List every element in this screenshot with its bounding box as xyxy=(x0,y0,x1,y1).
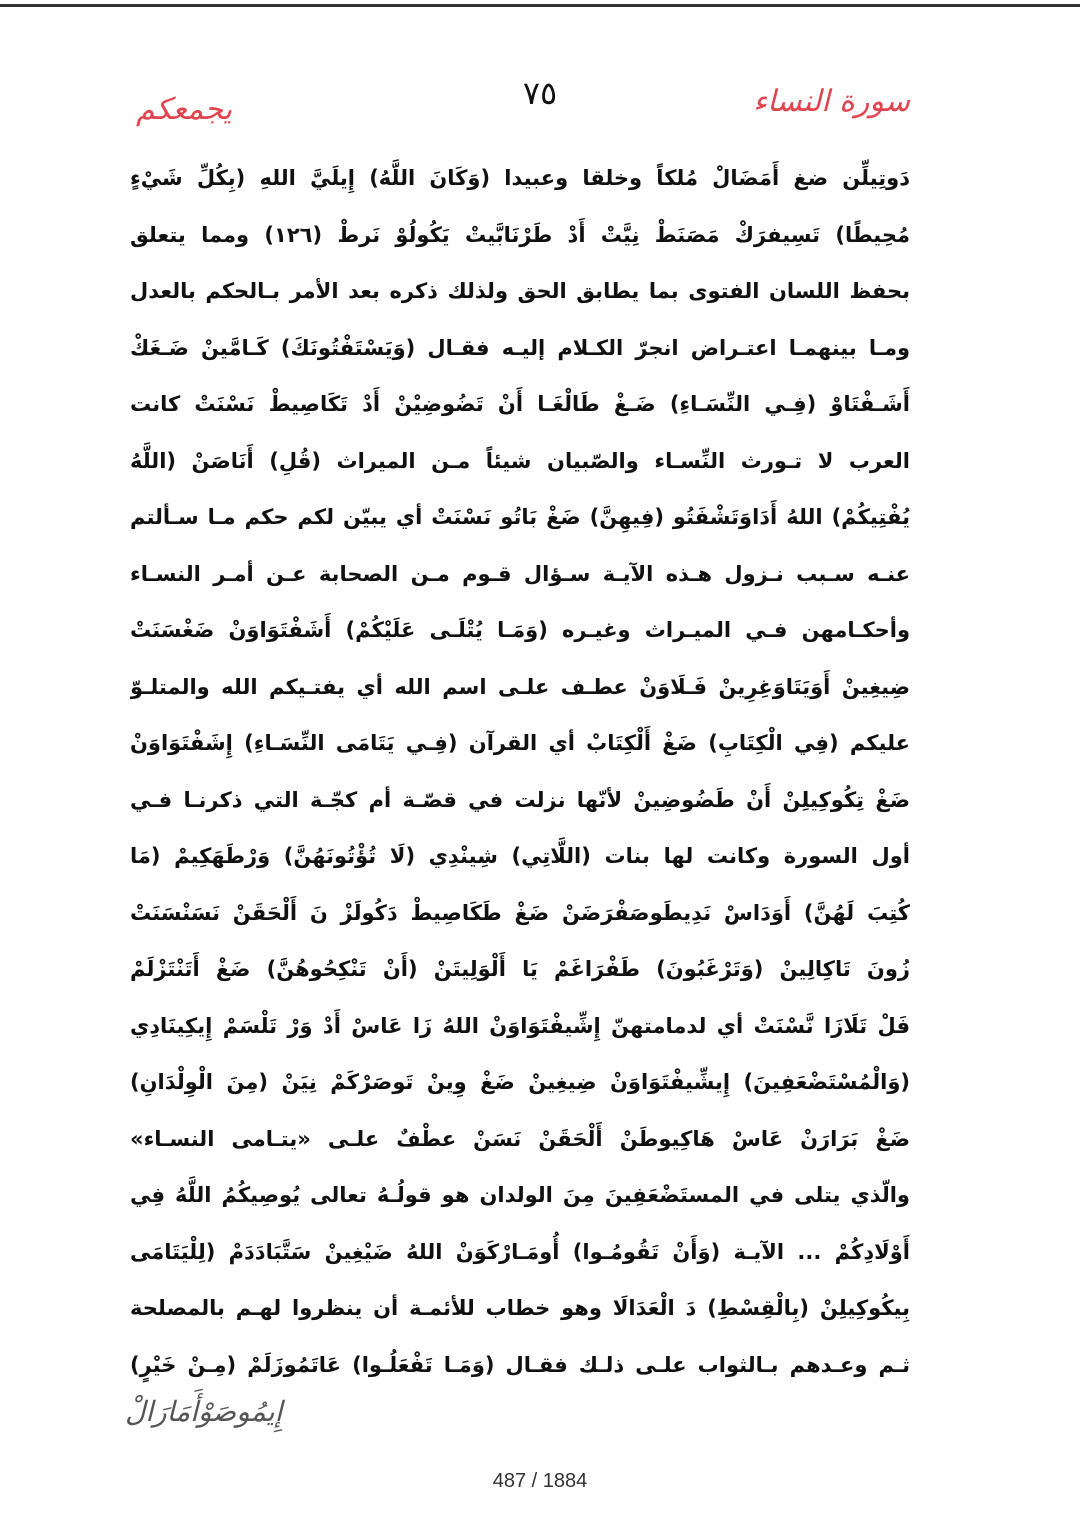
text-line: أول السورة وكانت لها بنات (اللَّاتِي) شِينْدِي (لَا تُؤْتُونَهُنَّ) وَرْطَهَكِيمْ (مَا xyxy=(130,844,910,868)
page-header xyxy=(130,70,950,150)
commentary-text-block xyxy=(130,150,910,1393)
text-line: عنـه سـبب نـزول هـذه الآيـة سـؤال قـوم مـن الصحابة عـن أمـر النسـاء xyxy=(130,561,910,586)
page-number: ٧٥ xyxy=(522,74,558,112)
text-line: بحفظ اللسان الفتوى بما يطابق الحق ولذلك ذكره بعد الأمر بـالحكم بالعدل xyxy=(130,279,910,303)
text-line: فَلْ تَلَازَا نَّسْنَتْ أي لدمامتهنّ إِشِّيفْتَوَاوَنْ اللهُ زَا عَاسْ أَدْ وَرْ تَلْسَمْ إِيكِينَادِي xyxy=(130,1013,910,1038)
text-line: يُفْتِيكُمْ) اللهُ أَدَاوَتَشْفَتُو (فِيهِنَّ) ضَغْ بَاتُو نَسْنَتْ أي يبيّن لكم حكم مـا سـألتم xyxy=(130,505,910,529)
top-catchword: يجمعكم xyxy=(136,92,233,127)
text-line: كُتِبَ لَهُنَّ) أَوَدَاسْ نَدِيطَوصَفْرَضَنْ ضَغْ طَكَاصِيطْ دَكُولَزْ نَ أَلْحَقَنْ نَسَنْسَنَتْ xyxy=(130,900,910,925)
text-line: زُونَ تَاكِالِينْ (وَتَرْغَبُونَ) طَفْرَاغَمْ يَا أَلْوَلِيتَنْ (أَنْ تَنْكِحُوهُنَّ) ضَغْ أَتَنْتَزْلَمْ xyxy=(130,957,910,981)
surah-name-heading: سورة النساء xyxy=(753,84,910,119)
text-line: دَوتِيلِّن ضغ أَمَضَالْ مُلكاً وخلقا وعبيدا (وَكَانَ اللَّهُ) إِيلَيَّ اللهِ (بِكُلِّ شَيْءٍ xyxy=(130,166,910,190)
text-line: أَشَـفْتَاوْ (فِـي النِّسَـاءِ) ضَـغْ طَالْغَـا أَنْ تَضُوضِيْنْ أَدْ تَكَاصِيطْ نَسْنَتْ كانت xyxy=(130,392,910,416)
text-line: بِيكُوكِيلِنْ (بِالْقِسْطِ) دَ الْعَدَالَا وهو خطاب للأئمـة أن ينظروا لهـم بالمصلحة xyxy=(130,1296,910,1320)
text-line: العرب لا تـورث النِّسـاء والصّبيان شيئاً مـن الميراث (قُلِ) أَنَاصَنْ (اللَّهُ xyxy=(130,448,910,473)
text-line: وأحكـامهن فـي الميـراث وغيـره (وَمَـا يُتْلَـى عَلَيْكُمْ) أَشَفْتَوَاوَنْ ضَغْسَنَتْ xyxy=(130,618,910,642)
text-line: ثـم وعـدهم بـالثواب علـى ذلـك فقـال (وَمَـا تَفْعَلُـوا) عَاتَمُوزَلَمْ (مِـنْ خَيْرٍ) xyxy=(130,1352,910,1377)
text-line: ومـا بينهمـا اعتـراض انجرّ الكـلام إليـه فقـال (وَيَسْتَفْتُونَكَ) كَـامَّينْ ضَـغَكْ xyxy=(130,335,910,360)
text-line: ضَغْ تِكُوكِيلِنْ أَنْ طَضُوضِينْ لأنّها نزلت في قصّـة أم كجّـة التي ذكرنـا فـي xyxy=(130,787,910,812)
text-line: والّذي يتلى في المستَضْعَفِينَ مِنَ الولدان هو قولُـهُ تعالى يُوصِيكُمُ اللَّهُ فِي xyxy=(130,1183,910,1207)
bottom-catchword: إِيمُوصَوْأَمَارَالْ xyxy=(125,1395,283,1428)
text-line: (وَالْمُسْتَضْعَفِينَ) إِيشِّيفْتَوَاوَنْ ضِيغِينْ ضَغْ وِينْ تَوصَرْكَمْ نِيَنْ (مِنَ الْوِلْدَانِ) xyxy=(130,1070,910,1094)
text-line: عليكم (فِي الْكِتَابِ) ضَغْ أَلْكِتَابْ أي القرآن (فِـي يَتَامَى النِّسَـاءِ) إِشَفْتَوَاوَنْ xyxy=(130,731,910,755)
text-line: ضِيغِينْ أَوَيَتَاوَغِرِينْ فَـلَاوَنْ عطـف علـى اسم الله أي يفتـيكم الله والمتلـوّ xyxy=(130,674,910,699)
text-line: ضَغْ بَرَارَنْ عَاسْ هَاكِيوطَنْ أَلْحَقَنْ نَسَنْ عطْفٌ علـى «يتـامى النسـاء» xyxy=(130,1126,910,1151)
text-line: أَوْلَادِكُمْ ... الآيـة (وَأَنْ تَقُومُـوا) أُومَـارْكَوَنْ اللهُ ضَيْغِينْ سَتَّبَادَدَمْ (لِلْيَتَامَى xyxy=(130,1239,910,1264)
page-counter: 487 / 1884 xyxy=(492,1470,588,1492)
text-line: مُحِيطًا) تَسِيفرَكْ مَصَنَطْ نِيَّتْ أَدْ طَرْنَابَّيتْ يَكُولُوْ نَرطْ (١٢٦) ومما يتعلق xyxy=(130,222,910,247)
top-border-rule xyxy=(0,4,1080,7)
